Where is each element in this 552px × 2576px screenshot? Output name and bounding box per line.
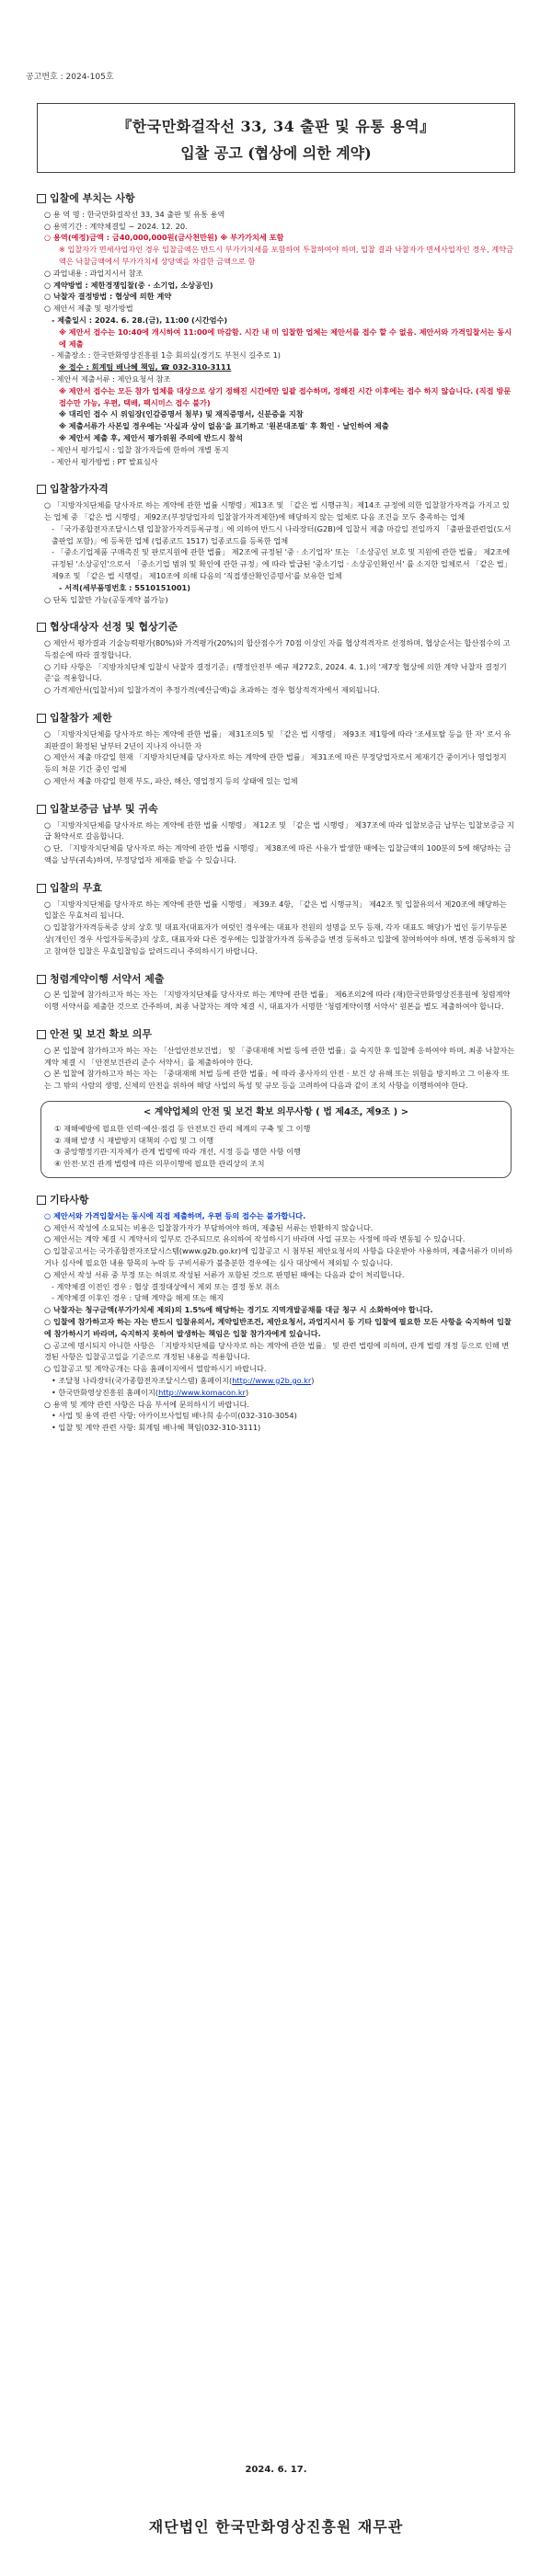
etc-6: ○ 낙찰자는 청구금액(부가가치세 제외)의 1.5%에 해당하는 경기도 지역개발공채를 대금 청구 시 소화하여야 합니다. <box>44 1305 433 1315</box>
etc-10b: • 입찰 및 계약 관련 사항: 회계팀 배나혜 책임(032-310-3111) <box>52 1423 261 1433</box>
checkbox-icon <box>37 884 46 893</box>
section-title-integrity: 청렴계약이행 서약서 제출 <box>37 974 515 986</box>
checkbox-icon <box>37 714 46 723</box>
duty-item: ① 재해예방에 필요한 인력·예산·점검 등 안전보건 관리 체계의 구축 및 그 이행 <box>54 1123 311 1133</box>
section-title-deposit: 입찰보증금 납부 및 귀속 <box>37 804 515 816</box>
safety-2: ○ 본 입찰에 참가하고자 하는 자는 「중대재해 처벌 등에 관한 법률」에 따라 종사자의 안전 · 보건 상 유해 또는 위험을 방지하고 그 이용자 또는 그 밖의 사람의 생명, 신체의 안전을 위하여 해당 사업의 특성 및 규모 등을 고려하여 다음과 같이 조치 사항을 이행하여야 한다. <box>44 1069 510 1091</box>
etc-9b: • 한국만화영상진흥원 홈페이지(http://www.komacon.kr) <box>52 1387 249 1397</box>
etc-2: ○ 제안서 작성에 소요되는 비용은 입찰참가자가 부담하여야 하며, 제출된 서류는 반환하지 않습니다. <box>44 1222 374 1232</box>
submission-note-2: ※ 대리인 접수 시 위임장(인감증명서 첨부) 및 재직증명서, 신분증을 지참 <box>59 409 304 419</box>
etc-7: ○ 입찰에 참가하고자 하는 자는 반드시 입찰유의서, 계약일반조건, 제안요청서, 과업지시서 등 기타 입찰에 필요한 모든 사항을 숙지하여 입찰에 참가하시기 바라며, 숙지하지 못하여 발생하는 책임은 입찰 참가자에게 있습니다. <box>44 1316 512 1338</box>
section-title-bid-items: 입찰에 부치는 사항 <box>37 193 515 205</box>
restriction-1: ○ 「지방자치단체를 당사자로 하는 계약에 관한 법률」 제31조의5 및 「같은 법 시행령」 제93조 제1항에 따라 '조세포탈 등을 한 자' 로서 유죄판결이 확정된 날부터 2년이 지나지 아니한 자 <box>44 728 512 750</box>
checkbox-icon <box>37 1030 46 1039</box>
etc-5a: - 계약체결 이전인 경우 : 협상 결정대상에서 제외 또는 결정 통보 취소 <box>52 1281 280 1291</box>
qualification-2: - 「국가종합전자조달시스템 입찰참가자격등록규정」에 의하여 반드시 나라장터(G2B)에 입찰서 제출 마감일 전일까지 「출판물관련업(도서출판업 포함)」에 등록한 업체 (업종코드 1517) 업종코드를 등록한 업체 <box>52 523 512 545</box>
checkbox-icon <box>37 194 46 203</box>
section-title-qualification: 입찰참가자격 <box>37 484 515 496</box>
submission-method: ○ 제안서 제출 및 평가방법 <box>44 303 133 314</box>
submission-documents: - 제안서 제출서류 : 제안요청서 참조 <box>52 373 171 384</box>
title-line-1: 『한국만화걸작선 33, 34 출판 및 유통 용역』 <box>117 118 435 135</box>
submission-note-4: ※ 제안서 제출 후, 제안서 평가위원 주의에 반드시 참석 <box>59 432 243 442</box>
section-title-restriction: 입찰참가 제한 <box>37 713 515 725</box>
negotiation-2: ○ 기타 사항은 「지방자치단체 입찰시 낙찰자 결정기준」(행정안전부 예규 제272호, 2024. 4. 1.)의 '제7장 협상에 의한 계약 낙찰자 결정기준'을 적용합니다. <box>44 661 507 683</box>
submission-note-1: ※ 제안서 접수는 모든 참가 업체를 대상으로 상기 정해진 시간에만 일괄 접수하며, 정해진 시간 이후에는 접수 하지 않습니다. (직접 방문접수만 가능, 우편, 택배, 팩시미스 접수 불가) <box>59 385 512 407</box>
deposit-1: ○ 「지방자치단체를 당사자로 하는 계약에 관한 법률 시행령」 제12조 및 「같은 법 시행령」 제37조에 따라 입찰보증금 납부는 입찰보증금 지급 확약서로 갈음합니다. <box>44 819 514 841</box>
submission-note-3: ※ 제출서류가 사본일 경우에는 '사실과 상이 없음'을 표기하고 '원본대조필' 후 확인 · 날인하여 제출 <box>59 421 389 431</box>
section-title-etc: 기타사항 <box>37 1195 515 1207</box>
etc-5: ○ 제안서 작성 서류 중 부정 또는 허위로 작성된 서류가 포함된 것으로 판명된 때에는 다음과 같이 처리합니다. <box>44 1269 405 1279</box>
safety-1: ○ 본 입찰에 참가하고자 하는 자는 「산업안전보건법」 및 「중대재해 처벌 등에 관한 법률」을 숙지한 후 입찰에 응하여야 하며, 최종 낙찰자는 계약 체결 시 「안전보건관리 준수 서약서」를 제출하여야 한다. <box>44 1045 515 1067</box>
title-box <box>37 103 515 173</box>
submission-date: - 제출일시 : 2024. 6. 28.(금), 11:00 (시간엄수) <box>52 315 228 325</box>
section-title-negotiation: 협상대상자 선정 및 협상기준 <box>37 622 515 634</box>
g2b-link[interactable]: http://www.g2b.go.kr <box>232 1375 312 1385</box>
etc-9a: • 조달청 나라장터(국가종합전자조달시스템) 홈페이지(http://www.g2b.go.kr) <box>52 1375 315 1385</box>
restriction-3: ○ 제안서 제출 마감일 현재 부도, 파산, 해산, 영업정지 등의 상태에 있는 업체 <box>44 776 298 786</box>
etc-10: ○ 용역 및 계약 관련 사항은 다음 부서에 문의하시기 바랍니다. <box>44 1399 249 1409</box>
section-title-safety: 안전 및 보건 확보 의무 <box>37 1029 515 1041</box>
evaluation-method: - 제안서 평가방법 : PT 발표심사 <box>52 456 158 466</box>
invalid-1: ○ 「지방자치단체를 당사자로 하는 계약에 관한 법률 시행령」 제39조 4항, 「같은 법 시행규칙」 제42조 및 입찰유의서 제20조에 해당하는 입찰은 무효처리 됩니다. <box>44 899 507 921</box>
etc-8: ○ 공고에 명시되지 아니한 사항은 「지방자치단체를 당사자로 하는 계약에 관한 법률」 및 관련 법령에 의하며, 관계 법령 개정 등으로 인해 변경된 사항은 입찰공고일을 기준으로 개정된 내용을 적용합니다. <box>44 1340 510 1362</box>
etc-5b: - 계약체결 이후인 경우 : 당해 계약을 해제 또는 해지 <box>52 1293 224 1303</box>
checkbox-icon <box>37 485 46 494</box>
submission-contact: ※ 접수 : 회계팀 배나혜 책임, ☎ 032-310-3111 <box>59 362 232 372</box>
task-content: ○ 과업내용 : 과업지시서 참조 <box>44 268 144 278</box>
checkbox-icon <box>37 805 46 814</box>
etc-4: ○ 입찰공고서는 국가종합전자조달시스템(www.g2b.go.kr)에 입찰공고 시 첨부된 제안요청서의 사항을 다운받아 사용하며, 제출서류가 미비하거나 심사에 필요한 내용 항목의 누락 등 구비서류가 불충분한 경우에는 심사 대상에서 제외될 수 있습니다. <box>44 1246 513 1267</box>
notice-number: 공고번호 : 2024-105호 <box>26 73 114 82</box>
checkbox-icon <box>37 623 46 632</box>
checkbox-icon <box>37 975 46 984</box>
notice-content <box>37 193 515 1434</box>
checkbox-icon <box>37 1196 46 1205</box>
qualification-1: ○ 「지방자치단체를 당사자로 하는 계약에 관한 법률 시행령」제13조 및 「같은 법 시행규칙」제14조 규정에 의한 입찰참가자격을 가지고 있는 업체 중 「같은 법 시행령」제92조(부정당업자의 입찰참가자격제한)에 해당하지 않는 업체로 다음 조건을 모두 충족하는 업체 <box>44 500 510 521</box>
evaluation-date: - 제안서 평가일시 : 입찰 참가자들에 한하여 개별 통지 <box>52 444 229 454</box>
integrity-1: ○ 본 입찰에 참가하고자 하는 자는 「지방자치단체를 당사자로 하는 계약에 관한 법률」 제6조의2에 따라 (재)한국만화영상진흥원에 청렴계약이행 서약서를 제출한 것으로 간주하며, 최종 낙찰자는 계약 체결 시, 대표자가 서명한 '청렴계약이행 서약서' 원본을 별도 제출하여야 합니다. <box>44 990 511 1012</box>
submission-place: - 제출장소 : 한국만화영상진흥원 1층 회의실(경기도 부천시 길주로 1) <box>52 350 281 361</box>
signer: 재단법인 한국만화영상진흥원 재무관 <box>148 2518 404 2536</box>
duty-item: ④ 안전·보건 관계 법령에 따른 의무이행에 필요한 관리상의 조치 <box>54 1159 265 1169</box>
invalid-2: ○ 입찰참가자격등록증 상의 상호 및 대표자(대표자가 여럿인 경우에는 대표자 전원의 성명을 모두 등재, 각자 대표도 해당)가 법인 등기부등본 상(개인인 경우 사업자등록증)의 상호, 대표자와 다른 경우에는 입찰참가자격 등록증을 변경 등록하고 입찰에 참여하여야 하며, 변경 등록하지 않고 참여한 입찰은 무효입찰임을 알려드리니 주의하시기 바랍니다. <box>44 922 515 956</box>
negotiation-1: ○ 제안서 평가결과 기술능력평가(80%)와 가격평가(20%)의 합산점수가 70점 이상인 자를 협상적격자로 선정하며, 협상순서는 합산점수의 고득점순에 따라 결정합니다. <box>44 638 511 659</box>
service-name: ○ 용 역 명 : 한국만화걸작선 33, 34 출판 및 유통 용역 <box>44 209 225 219</box>
contract-method: ○ 계약방법 : 제한경쟁입찰(중 · 소기업, 소상공인) <box>44 280 213 290</box>
deposit-2: ○ 단, 「지방자치단체를 당사자로 하는 계약에 관한 법률 시행령」 제38조에 따른 사유가 발생한 때에는 입찰금액의 100분의 5에 해당하는 금액을 납부(귀속)하며, 부정당업자 제재를 받을 수 있습니다. <box>44 843 512 865</box>
qualification-4: - 서적(세부품명번호 : 5510151001) <box>59 582 190 592</box>
negotiation-3: ○ 가격제안서(입찰서)의 입찰가격이 추정가격(예산금액)을 초과하는 경우 협상적격자에서 제외됩니다. <box>44 685 381 695</box>
etc-3: ○ 제안서는 계약 체결 시 계약서의 일부로 간주되므로 유의하여 작성하시기 바라며 사업 규모는 사정에 따라 변동될 수 있습니다. <box>44 1234 466 1244</box>
qualification-5: ○ 단독 입찰만 가능(공동계약 불가능) <box>44 594 168 604</box>
award-method: ○ 낙찰자 결정방법 : 협상에 의한 계약 <box>44 292 172 302</box>
duty-item: ③ 중앙행정기관·지자체가 관계 법령에 따라 개선, 시정 등을 명한 사항 이행 <box>54 1147 301 1157</box>
submission-time-note: ※ 제안서 접수는 10:40에 개시하여 11:00에 마감함. 시간 내 미 입찰한 업체는 제안서를 접수 할 수 없음. 제안서와 가격입찰서는 동시에 제출 <box>59 326 512 349</box>
title-line-2: 입찰 공고 (협상에 의한 계약) <box>180 144 372 162</box>
etc-1: ○ 제안서와 가격입찰서는 동시에 직접 제출하며, 우편 등의 접수는 불가합니다. <box>44 1210 306 1220</box>
safety-duty-box <box>40 1101 512 1178</box>
restriction-2: ○ 제안서 제출 마감일 현재 「지방자치단체를 당사자로 하는 계약에 관한 법률」 제31조에 따른 부정당업자로서 제재기간 중이거나 영업정지 등의 처분 기간 중인 업체 <box>44 752 507 774</box>
section-title-invalid: 입찰의 무효 <box>37 883 515 895</box>
duty-item: ② 재해 발생 시 재발방지 대책의 수립 및 그 이행 <box>54 1135 214 1145</box>
etc-9: ○ 입찰공고 및 계약공개는 다음 홈페이지에서 열람하시기 바랍니다. <box>44 1364 267 1374</box>
komacon-link[interactable]: http://www.komacon.kr <box>158 1387 246 1397</box>
vat-note: ※ 입찰자가 면세사업자인 경우 입찰금액은 반드시 부가가치세를 포함하여 투찰하여야 하며, 입찰 결과 낙찰자가 면세사업자인 경우, 계약금액은 낙찰금액에서 부가가치세 상당액을 차감한 금액으로 함 <box>59 245 514 266</box>
service-period: ○ 용역기간 : 계약체결일 ~ 2024. 12. 20. <box>44 221 188 231</box>
service-amount: ○ 용역(예정)금액 : 금40,000,000원(금사천만원) ※ 부가가치세 포함 <box>44 233 284 243</box>
qualification-3: - 「중소기업제품 구매촉진 및 판로지원에 관한 법률」 제2조에 규정된 '중 · 소기업자' 또는 「소상공인 보호 및 지원에 관한 법률」 제2조에 규정된 '소상공인'으로서 「중소기업 범위 및 확인에 관한 규정」에 따라 발급된 '중소기업 · 소상공인확인서' 를 소지한 업체로서 「같은 법」 제9조 및 「같은 법 시행령」 제10조에 의해 다음의 '직접생산확인증명서'를 보유한 업체 <box>52 547 512 580</box>
etc-10a: • 사업 및 용역 관련 사항: 아카이브사업팀 배나희 송수미(032-310-3054) <box>52 1411 297 1421</box>
notice-date: 2024. 6. 17. <box>245 2465 307 2475</box>
duty-title: < 계약업체의 안전 및 보건 확보 의무사항 ( 법 제4조, 제9조 ) > <box>143 1107 409 1117</box>
